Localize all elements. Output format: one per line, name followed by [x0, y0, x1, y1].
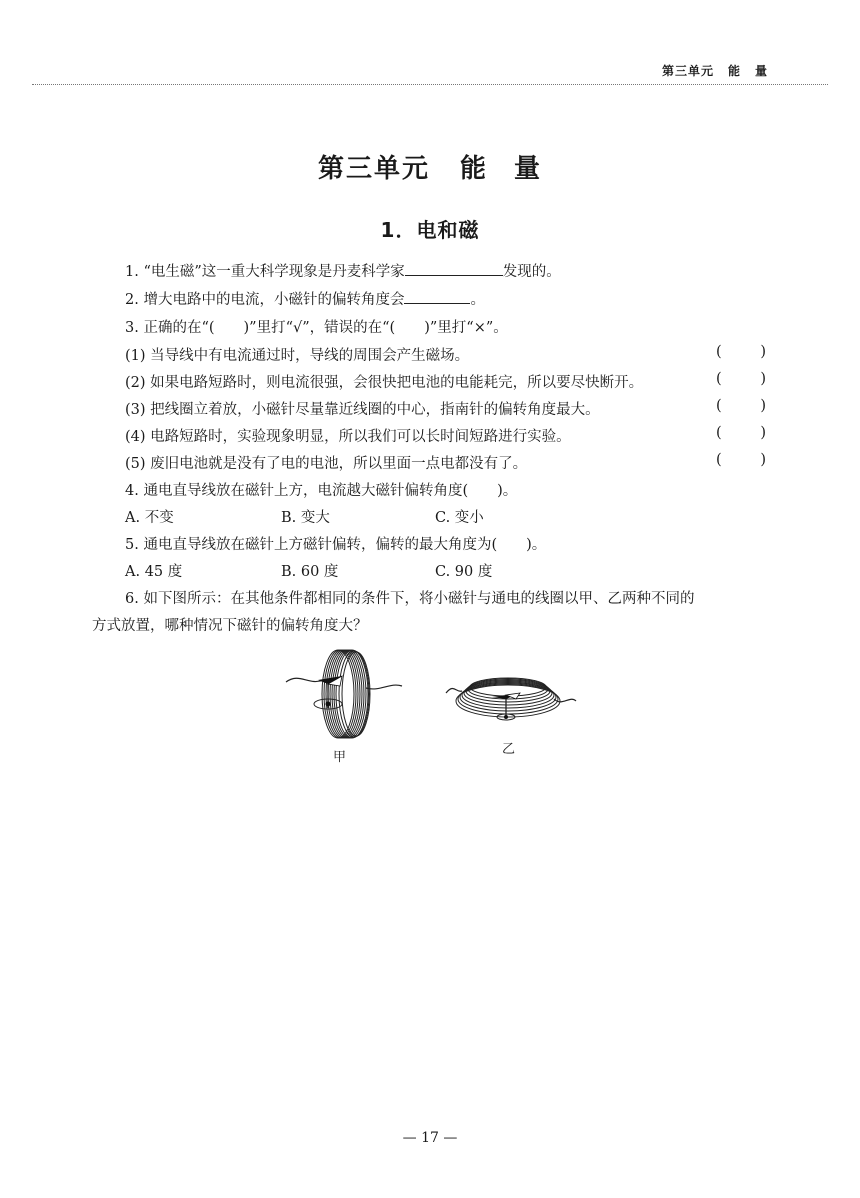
paren-open: (: [716, 344, 722, 360]
q3-item-2-answer[interactable]: [716, 371, 766, 387]
question-2: [125, 288, 485, 309]
paren-close: ): [760, 344, 766, 360]
q4-option-a[interactable]: A. 不变: [125, 510, 174, 526]
q3-item-2: (2) 如果电路短路时，则电流很强，会很快把电池的电能耗完，所以要尽快断开。: [125, 375, 644, 391]
paren-close: ): [760, 425, 766, 441]
header-topic-1: 能: [727, 64, 741, 78]
q1-suffix: 发现的。: [502, 264, 561, 280]
q4-option-b[interactable]: B. 变大: [281, 510, 330, 526]
figure-label-yi: 乙: [502, 742, 516, 757]
question-4: 4. 通电直导线放在磁针上方，电流越大磁针偏转角度( )。: [125, 483, 518, 499]
unit-title-part: 第三单元: [317, 154, 430, 184]
q3-item-5: (5) 废旧电池就是没有了电的电池，所以里面一点电都没有了。: [125, 456, 528, 472]
header-unit: 第三单元: [661, 64, 714, 78]
q2-answer-blank[interactable]: [404, 289, 470, 304]
coil-vertical-diagram: [280, 642, 410, 742]
q1-answer-blank[interactable]: [405, 261, 503, 276]
question-6-line-1: 6. 如下图所示：在其他条件都相同的条件下，将小磁针与通电的线圈以甲、乙两种不同的: [125, 591, 695, 607]
q3-item-3-answer[interactable]: [716, 398, 766, 414]
paren-open: (: [716, 425, 722, 441]
unit-title-topic-1: 能: [459, 154, 488, 184]
unit-title: [0, 148, 860, 185]
lesson-title: 1．电和磁: [380, 218, 480, 242]
q3-item-3: (3) 把线圈立着放，小磁针尽量靠近线圈的中心，指南针的偏转角度最大。: [125, 402, 600, 418]
running-header: [662, 62, 768, 79]
paren-close: ): [760, 452, 766, 468]
page-number: — 17 —: [402, 1130, 458, 1146]
q5-option-a[interactable]: A. 45 度: [125, 564, 183, 580]
q1-stem: 1. “电生磁”这一重大科学现象是丹麦科学家: [125, 264, 405, 280]
q3-item-5-answer[interactable]: [716, 452, 766, 468]
header-divider: [32, 84, 828, 85]
paren-close: ): [760, 371, 766, 387]
figure-label-jia: 甲: [333, 750, 347, 765]
header-topic-2: 量: [754, 64, 768, 78]
question-5: 5. 通电直导线放在磁针上方磁针偏转，偏转的最大角度为( )。: [125, 537, 547, 553]
unit-title-topic-2: 量: [514, 154, 543, 184]
coil-horizontal-diagram: [440, 655, 580, 735]
paren-open: (: [716, 371, 722, 387]
q3-item-4-answer[interactable]: [716, 425, 766, 441]
q2-stem: 2. 增大电路中的电流，小磁针的偏转角度会: [125, 292, 405, 308]
q2-suffix: 。: [470, 292, 485, 308]
q5-option-b[interactable]: B. 60 度: [281, 564, 339, 580]
q5-option-c[interactable]: C. 90 度: [435, 564, 493, 580]
paren-open: (: [716, 398, 722, 414]
q4-option-c[interactable]: C. 变小: [435, 510, 484, 526]
paren-close: ): [760, 398, 766, 414]
paren-open: (: [716, 452, 722, 468]
question-6-line-2: 方式放置，哪种情况下磁针的偏转角度大？: [92, 618, 368, 634]
question-1: [125, 260, 561, 281]
q3-item-1-answer[interactable]: [716, 344, 766, 360]
q3-item-4: (4) 电路短路时，实验现象明显，所以我们可以长时间短路进行实验。: [125, 429, 571, 445]
question-3-intro: 3. 正确的在“( )”里打“√”，错误的在“( )”里打“×”。: [125, 320, 508, 336]
q3-item-1: (1) 当导线中有电流通过时，导线的周围会产生磁场。: [125, 348, 470, 364]
